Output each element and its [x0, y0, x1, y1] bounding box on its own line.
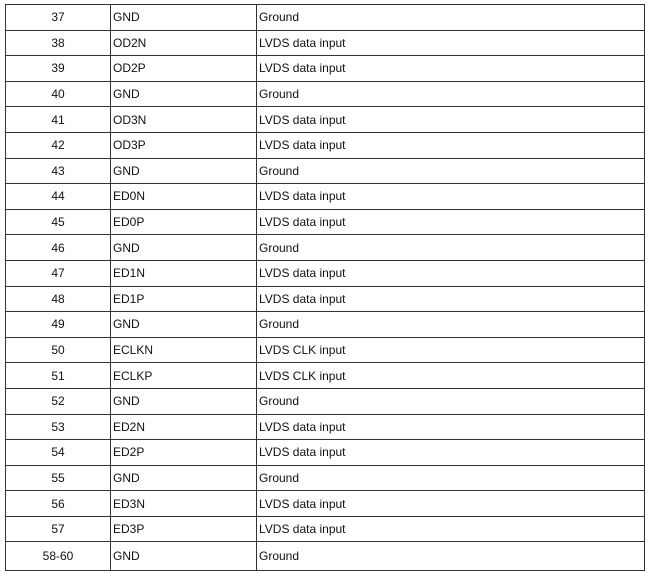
pin-description-cell: LVDS data input: [257, 209, 645, 235]
pin-symbol-cell: ED0N: [111, 184, 257, 210]
pin-description-cell: LVDS data input: [257, 260, 645, 286]
pin-symbol-cell: GND: [111, 81, 257, 107]
pin-number-cell: 56: [6, 491, 111, 517]
pin-description-cell: LVDS data input: [257, 491, 645, 517]
pin-symbol-cell: ED1N: [111, 260, 257, 286]
pin-number-cell: 48: [6, 286, 111, 312]
table-row: [6, 132, 645, 158]
pin-description-cell: LVDS data input: [257, 56, 645, 82]
pin-table-body: [6, 5, 645, 571]
pin-number-cell: 39: [6, 56, 111, 82]
pin-description-cell: LVDS data input: [257, 286, 645, 312]
pin-number-cell: 40: [6, 81, 111, 107]
table-row: [6, 363, 645, 389]
pin-description-cell: LVDS data input: [257, 107, 645, 133]
table-row: [6, 184, 645, 210]
pin-number-cell: 42: [6, 132, 111, 158]
pin-number-cell: 51: [6, 363, 111, 389]
table-row: [6, 542, 645, 571]
pin-description-cell: LVDS CLK input: [257, 337, 645, 363]
pin-symbol-cell: ED1P: [111, 286, 257, 312]
pin-number-cell: 45: [6, 209, 111, 235]
table-row: [6, 491, 645, 517]
pin-number-cell: 38: [6, 30, 111, 56]
pin-symbol-cell: GND: [111, 235, 257, 261]
pin-number-cell: 49: [6, 312, 111, 338]
pin-symbol-cell: GND: [111, 542, 257, 571]
table-row: [6, 286, 645, 312]
pin-symbol-cell: GND: [111, 158, 257, 184]
table-row: [6, 414, 645, 440]
pin-symbol-cell: ED2N: [111, 414, 257, 440]
pin-number-cell: 57: [6, 516, 111, 542]
table-row: [6, 440, 645, 466]
table-row: [6, 235, 645, 261]
pin-number-cell: 43: [6, 158, 111, 184]
pin-description-cell: Ground: [257, 465, 645, 491]
pin-description-cell: Ground: [257, 388, 645, 414]
pin-description-cell: LVDS data input: [257, 516, 645, 542]
pin-symbol-cell: ED2P: [111, 440, 257, 466]
table-row: [6, 312, 645, 338]
pin-symbol-cell: OD2N: [111, 30, 257, 56]
pin-number-cell: 52: [6, 388, 111, 414]
pin-number-cell: 54: [6, 440, 111, 466]
pin-description-cell: Ground: [257, 5, 645, 31]
table-row: [6, 107, 645, 133]
pin-number-cell: 47: [6, 260, 111, 286]
pin-assignment-table: [5, 4, 645, 571]
pin-symbol-cell: ED3N: [111, 491, 257, 517]
pin-number-cell: 37: [6, 5, 111, 31]
pin-description-cell: LVDS data input: [257, 440, 645, 466]
pin-description-cell: LVDS data input: [257, 132, 645, 158]
table-row: [6, 5, 645, 31]
pin-description-cell: LVDS data input: [257, 30, 645, 56]
table-row: [6, 260, 645, 286]
pin-symbol-cell: OD3N: [111, 107, 257, 133]
table-row: [6, 30, 645, 56]
pin-symbol-cell: OD2P: [111, 56, 257, 82]
table-row: [6, 516, 645, 542]
pin-description-cell: Ground: [257, 81, 645, 107]
table-row: [6, 388, 645, 414]
pin-symbol-cell: GND: [111, 5, 257, 31]
table-row: [6, 337, 645, 363]
pin-symbol-cell: GND: [111, 465, 257, 491]
pin-number-cell: 50: [6, 337, 111, 363]
pin-number-cell: 41: [6, 107, 111, 133]
table-row: [6, 209, 645, 235]
pin-symbol-cell: GND: [111, 312, 257, 338]
pin-description-cell: Ground: [257, 542, 645, 571]
pin-symbol-cell: OD3P: [111, 132, 257, 158]
table-row: [6, 465, 645, 491]
pin-number-cell: 53: [6, 414, 111, 440]
pin-symbol-cell: ED0P: [111, 209, 257, 235]
table-row: [6, 56, 645, 82]
pin-description-cell: Ground: [257, 312, 645, 338]
pin-number-cell: 44: [6, 184, 111, 210]
pin-symbol-cell: ECLKP: [111, 363, 257, 389]
pin-symbol-cell: ED3P: [111, 516, 257, 542]
pin-symbol-cell: ECLKN: [111, 337, 257, 363]
pin-description-cell: LVDS data input: [257, 414, 645, 440]
pin-symbol-cell: GND: [111, 388, 257, 414]
pin-number-cell: 46: [6, 235, 111, 261]
pin-description-cell: LVDS data input: [257, 184, 645, 210]
pin-description-cell: LVDS CLK input: [257, 363, 645, 389]
pin-number-cell: 55: [6, 465, 111, 491]
pin-number-cell: 58-60: [6, 542, 111, 571]
pin-description-cell: Ground: [257, 235, 645, 261]
pin-description-cell: Ground: [257, 158, 645, 184]
table-row: [6, 81, 645, 107]
table-row: [6, 158, 645, 184]
